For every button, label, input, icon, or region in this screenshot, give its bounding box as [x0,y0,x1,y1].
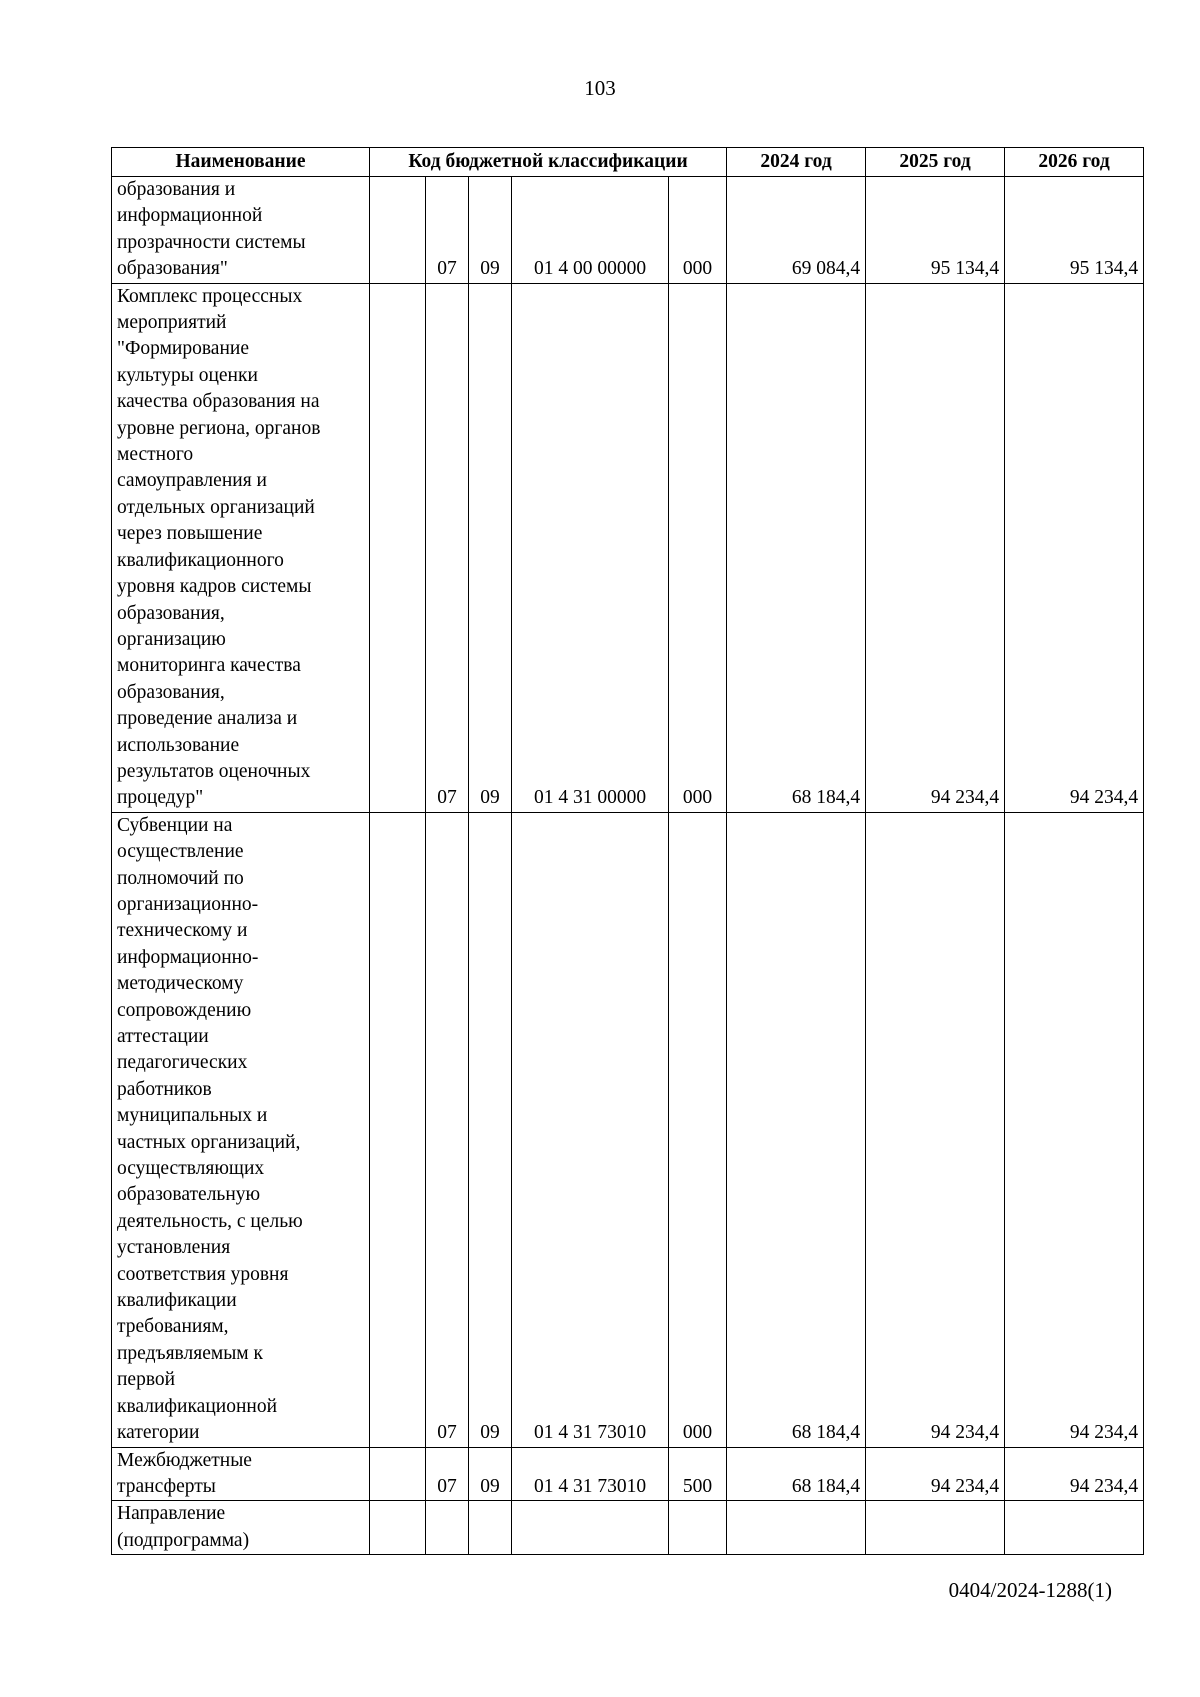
header-2025: 2025 год [866,148,1005,177]
cell-name: Субвенции на осуществление полномочий по организационно- техническому и информационно- методическому сопровождению аттестации педагогических работников муниципальных и частных организаций, осуществляющих образовательную деятельность, с целью установления соответствия уровня квалификации требованиям, предъявляемым к первой квалификационной категории [112,812,370,1447]
table-row [112,283,1144,812]
cell-amount-2024: 68 184,4 [727,812,866,1447]
cell-expense-type [669,1501,727,1555]
cell-target-article: 01 4 31 73010 [512,1447,669,1501]
header-2026: 2026 год [1005,148,1144,177]
cell-section: 07 [426,177,469,284]
cell-code-1 [370,812,426,1447]
cell-section: 07 [426,1447,469,1501]
table-row [112,812,1144,1447]
cell-expense-type: 500 [669,1447,727,1501]
cell-amount-2024: 69 084,4 [727,177,866,284]
header-2024: 2024 год [727,148,866,177]
table-row [112,1447,1144,1501]
cell-subsection: 09 [469,812,512,1447]
cell-amount-2024: 68 184,4 [727,1447,866,1501]
cell-amount-2025: 94 234,4 [866,283,1005,812]
cell-amount-2025: 94 234,4 [866,812,1005,1447]
header-name: Наименование [112,148,370,177]
cell-expense-type: 000 [669,177,727,284]
cell-expense-type: 000 [669,283,727,812]
cell-code-1 [370,177,426,284]
header-row [112,148,1144,177]
cell-target-article: 01 4 00 00000 [512,177,669,284]
cell-name: Комплекс процессных мероприятий "Формирование культуры оценки качества образования на уровне региона, органов местного самоуправления и отдельных организаций через повышение квалификационного уровня кадров системы образования, организацию мониторинга качества образования, проведение анализа и использование результатов оценочных процедур" [112,283,370,812]
cell-code-1 [370,283,426,812]
cell-amount-2025: 94 234,4 [866,1447,1005,1501]
cell-name: Направление (подпрограмма) [112,1501,370,1555]
cell-target-article [512,1501,669,1555]
budget-table [111,147,1144,1555]
table-row [112,177,1144,284]
cell-subsection: 09 [469,283,512,812]
cell-target-article: 01 4 31 00000 [512,283,669,812]
cell-expense-type: 000 [669,812,727,1447]
cell-section: 07 [426,812,469,1447]
table-row [112,1501,1144,1555]
cell-code-1 [370,1447,426,1501]
cell-amount-2025: 95 134,4 [866,177,1005,284]
table-header [112,148,1144,177]
cell-section: 07 [426,283,469,812]
table-body [112,177,1144,1555]
cell-subsection [469,1501,512,1555]
cell-amount-2026: 94 234,4 [1005,1447,1144,1501]
cell-amount-2025 [866,1501,1005,1555]
cell-name: Межбюджетные трансферты [112,1447,370,1501]
cell-subsection: 09 [469,177,512,284]
cell-amount-2024: 68 184,4 [727,283,866,812]
cell-target-article: 01 4 31 73010 [512,812,669,1447]
page-number: 103 [584,76,616,100]
cell-amount-2026: 94 234,4 [1005,812,1144,1447]
cell-code-1 [370,1501,426,1555]
header-code: Код бюджетной классификации [370,148,727,177]
cell-name: образования и информационной прозрачности системы образования" [112,177,370,284]
document-number: 0404/2024-1288(1) [948,1578,1112,1602]
cell-amount-2026: 95 134,4 [1005,177,1144,284]
cell-amount-2026: 94 234,4 [1005,283,1144,812]
cell-amount-2026 [1005,1501,1144,1555]
cell-section [426,1501,469,1555]
cell-subsection: 09 [469,1447,512,1501]
cell-amount-2024 [727,1501,866,1555]
